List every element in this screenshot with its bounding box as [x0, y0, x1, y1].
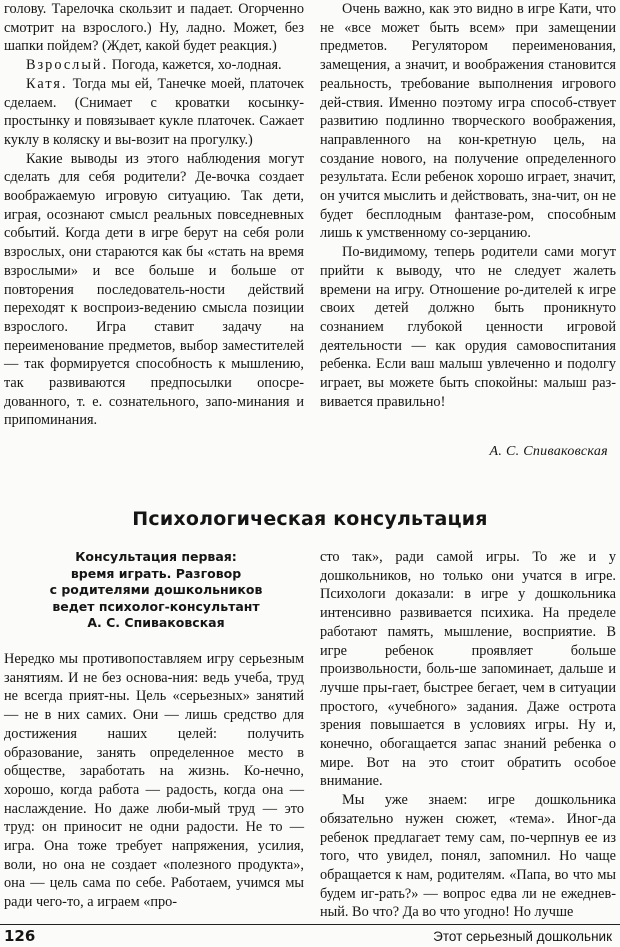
- paragraph: голову. Тарелочка скользит и падает. Огорченно смотрит на взрослого.) Ну, ладно. Может, без шапки пойдем? (Ждет, какой будет реакция.): [4, 1, 304, 55]
- top-left-column: [4, 0, 304, 430]
- bottom-left-column: [4, 650, 304, 912]
- bottom-right-column: [320, 548, 616, 922]
- katya-line-text: Тогда мы ей, Танечке моей,: [72, 75, 245, 92]
- footer-divider: [0, 924, 620, 925]
- top-right-column: [320, 0, 616, 411]
- paragraph: По-видимому, теперь родители сами могут прийти к выводу, что не следует жалеть времени на игру. Отношение ро-дителей к игре своих детей должно быть проникнуто сознанием глубокой ценности игровой деятельности — как орудия самовоспитания ребенка. Если ваш малыш увлеченно и подолгу играет, вы можете быть спокойны: малыш раз-вивается правильно!: [320, 244, 616, 410]
- paragraph: Мы уже знаем: игре дошкольника обязательно нужен сюжет, «тема». Иног-да ребенок предлагает тему сам, по-черпнув ее из того, что увидел, понял, запомнил. Но чаще обращается к нам, родителям. «Папа, во что мы будем иг-рать?» — вопрос едва ли не ежеднев-ный. Во что? Да во что угодно! Но лучше: [320, 792, 616, 921]
- paragraph: Нередко мы противопоставляем игру серьезным занятиям. И не без основа-ния: ведь учеба, труд не всегда прият-ны. Цель «серьезных» занятий — не в них самих. Они — лишь средство для достижения наших целей: получить образование, занять определенное место в обществе, заработать на жизнь. Ко-нечно, хорошо, когда работа — радость, когда она — наслаждение. Но даже люби-мый труд — это труд: он приносит не одни радости. Не то — игра. Она тоже требует напряжения, усилия, воли, но она не создает «полезного продукта», она — цель сама по себе. Работаем, учимся мы ради чего-то, а играем «про-: [4, 651, 304, 911]
- adult-line-continuation: хо-лодная.: [217, 57, 282, 74]
- paragraph: Очень важно, как это видно в игре Кати, что не «все может быть всем» при замещении предметов. Регулятором переименования, замещения, а значит, и воображения становится реальность, требование выполнения игрового дей-ствия. Именно поэтому игра способ-ствует развитию подлинно творческого воображения, направленного на кон-кретную цель, на создание нового, на получение определенного результата. Если ребенок хорошо играет, значит, он учится мыслить и действовать, зна-чит, он не будет бесплодным фантазе-ром, способным лишь к умственному со-зерцанию.: [320, 1, 616, 242]
- section-title: Психологическая консультация: [132, 508, 488, 530]
- adult-line-text: Погода, кажется,: [111, 57, 215, 74]
- katya-line-continuation: платочек сделаем. (Снимает с кроватки косынку-простынку и повязывает кукле платочек. Сажает куклу в коляску и вы-возит на прогулку.): [4, 75, 305, 148]
- subheading-line: Консультация первая:: [75, 549, 237, 564]
- article-subheading: [8, 549, 304, 632]
- subheading-line: с родителями дошкольников: [49, 582, 263, 597]
- author-signature: А. С. Спиваковская: [489, 444, 608, 459]
- paragraph: сто так», ради самой игры. То же и у дошкольников, но только они учатся в игре. Психологи доказали: в игре у дошкольника интенсивно развивается психика. На пределе работают память, мышление, восприятие. В игре ребенок проявляет больше произвольности, боль-ше запоминает, дальше и лучше пры-гает, быстрее бегает, чем в ситуации простого, «учебного» задания. Даже острота зрения повышается в условиях игры. Ну и, конечно, обогащается запас знаний ребенка о мире. Вот на это стоит обратить особое внимание.: [320, 549, 616, 790]
- subheading-line: время играть. Разговор: [70, 565, 242, 581]
- subheading-line: ведет психолог-консультант: [52, 598, 260, 614]
- speaker-name-adult: Взрослый.: [26, 57, 109, 74]
- paragraph: Какие выводы из этого наблюдения могут сделать для себя родители? Де-вочка создает воображаемую игровую ситуацию. Так дети, играя, осознают смысл реальных повседневных событий. Когда дети в игре берут на себя роли взрослых, они стараются как бы «стать на время взрослыми» и все больше и больше от повторения последователь-ности действий переходят к воспроиз-ведению смысла позиции взрослого. Игра ставит задачу на переименование предметов, выбор заместителей — так формируется способность к мышлению, так развиваются предпосылки опосре-дованного, т. е. сознательного, запо-минания и припоминания.: [4, 150, 304, 429]
- dialogue-line-katya: [4, 75, 304, 150]
- page-number: 126: [4, 927, 36, 945]
- speaker-name-katya: Катя.: [26, 75, 68, 92]
- running-footer-title: Этот серьезный дошкольник: [433, 929, 612, 944]
- dialogue-line-adult: [4, 56, 304, 75]
- subheading-line: А. С. Спиваковская: [87, 615, 225, 630]
